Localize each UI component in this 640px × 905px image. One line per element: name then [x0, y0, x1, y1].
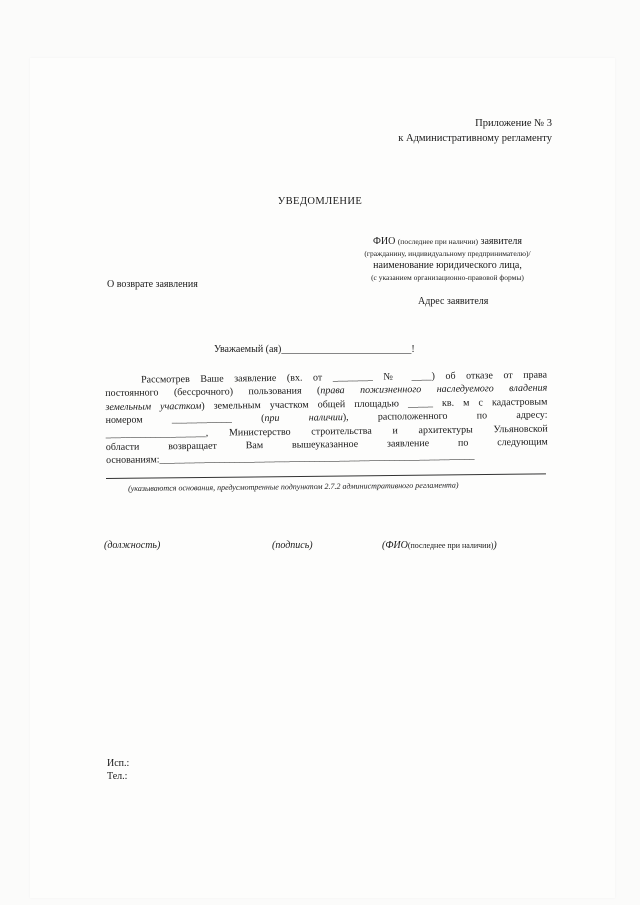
body-line-3: земельным участком) земельным участком общей площадью _____ кв. м с кадастровым — [105, 396, 548, 413]
document-title: УВЕДОМЛЕНИЕ — [277, 196, 363, 207]
basis-note: (указываются основания, предусмотренные подпунктом 2.7.2 административного регламента) — [128, 480, 459, 493]
applicant-fio-line — [330, 235, 565, 248]
body-line-5: ____________________, Министерство строительства и архитектуры Ульяновской — [105, 423, 548, 440]
greeting-line: Уважаемый (ая)__________________________! — [214, 344, 415, 355]
body-line-6: области возвращает Вам вышеуказанное заявление по следующим — [105, 436, 548, 454]
fio-label: ФИО — [372, 236, 396, 247]
executor-label: Исп.: — [107, 758, 130, 769]
signature-fio: (ФИО(последнее при наличии)) — [382, 540, 497, 551]
signature-position: (должность) — [104, 540, 161, 551]
body-line-1: Рассмотрев Ваше заявление (вх. от ________ № ____) об отказе от права — [141, 369, 548, 386]
body-line-7: основаниям:_______________________________________________________________ — [105, 450, 475, 467]
fio-note: (последнее при наличии) — [397, 237, 479, 246]
applicant-legal-form: (с указанием организационно-правовой формы) — [371, 273, 524, 282]
appendix-reference: к Административному регламенту — [398, 133, 552, 144]
applicant-legal-name: наименование юридического лица, — [373, 260, 522, 271]
applicant-to-whom: (гражданину, индивидуальному предпринимателю)/ — [364, 249, 531, 258]
phone-label: Тел.: — [107, 771, 128, 782]
signature-sign: (подпись) — [272, 540, 313, 551]
notice-body — [105, 369, 548, 468]
applicant-block — [330, 235, 565, 283]
body-line-2: постоянного (бессрочного) пользования (права пожизненного наследуемого владения — [105, 383, 548, 400]
appendix-header — [398, 116, 552, 146]
appendix-number: Приложение № 3 — [475, 118, 552, 129]
fio-suffix: заявителя — [480, 236, 523, 247]
subject-line: О возврате заявления — [107, 279, 198, 290]
body-line-4: номером ____________ (при наличии), расположенного по адресу: — [105, 409, 548, 427]
applicant-address-label: Адрес заявителя — [418, 296, 489, 307]
footer-contacts — [107, 757, 129, 783]
